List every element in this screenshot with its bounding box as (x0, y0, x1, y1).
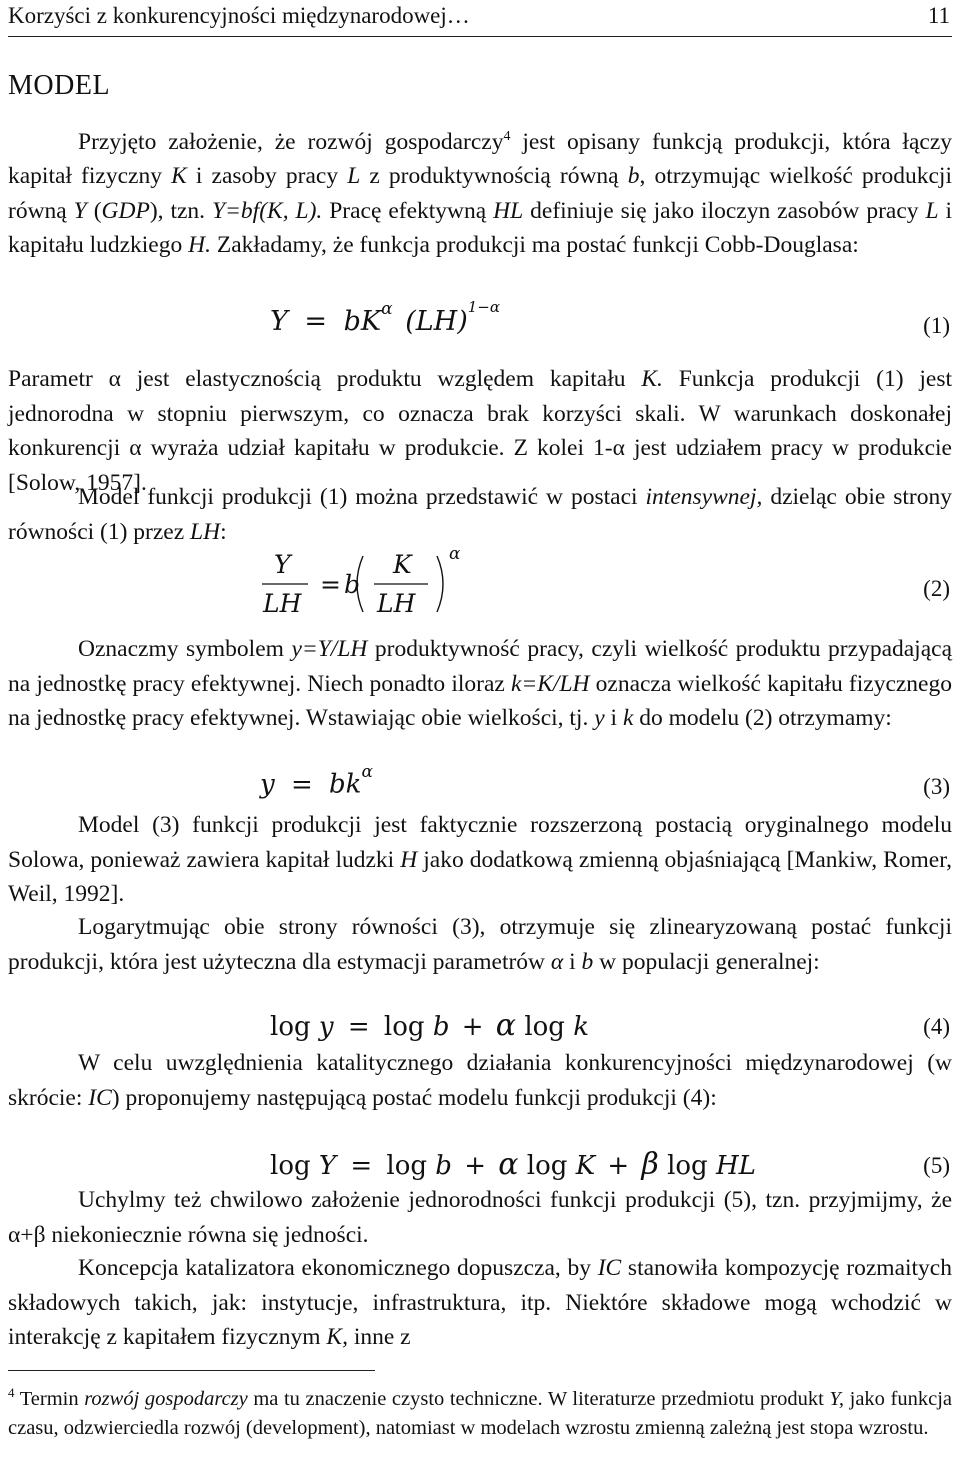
paragraph-solow: Model (3) funkcji produkcji jest faktycznie rozszerzoną postacią oryginalnego modelu Solowa, ponieważ zawiera kapitał ludzki H jako dodatkową zmienną objaśniającą [Mankiw, Romer, Weil, 1992]. (8, 812, 953, 907)
footnote-ref[interactable]: 4 (503, 129, 511, 144)
footnote: $^4$ Termin rozwój gospodarczy ma tu znaczenie czysto techniczne. W literaturze przedmiotu produkt Y, jako funkcja czasu, odzwierciedla rozwój (development), natomiast w modelach wzrostu zmienną zależną jest stopa wzrostu. (8, 1385, 952, 1439)
equation-number: (3) (923, 774, 950, 799)
equation-1: $Y = bK^\alpha$ (LH)$^{1-\alpha}$ (1) (270, 298, 950, 338)
paragraph-homogeneity: Uchylmy też chwilowo założenie jednorodności funkcji produkcji (5), tzn. przyjmijmy, że α+β niekoniecznie równa się jedności. (8, 1187, 952, 1248)
footnote-mark: 4 (8, 1385, 15, 1400)
equation-2: Y LH = b K LH α (2) (263, 544, 950, 618)
paragraph-parameter: Parametr α jest elastycznością produktu względem kapitału K. Funkcja produkcji (1) jest jednorodna w stopniu pierwszym, co oznacza brak korzyści skali. W warunkach doskonałej konkurencji α wyraża udział kapitału w produkcie. Z kolei 1-α jest udziałem pracy w produkcie [Solow, 1957]. (8, 366, 952, 496)
paragraph-intensive: Model funkcji produkcji (1) można przedstawić w postaci intensywnej, dzieląc obie strony równości (1) przez LH: (8, 484, 953, 545)
equation-4: log y = log b + α log k (4) (270, 1008, 950, 1043)
equation-number: (2) (923, 576, 950, 601)
running-title: Korzyści z konkurencyjności międzynarodowej… (8, 3, 470, 28)
equation-number: (1) (923, 313, 950, 338)
equation-3: $y = bk^\alpha$ (3) (260, 762, 950, 800)
paragraph-log: Logarytmując obie strony równości (3), otrzymuje się zlinearyzowaną postać funkcji produkcji, która jest użyteczna dla estymacji parametrów α i b w populacji generalnej: (8, 914, 952, 975)
paragraph-catalyst: Koncepcja katalizatora ekonomicznego dopuszcza, by IC stanowiła kompozycję rozmaitych składowych takich, jak: instytucje, infrastruktura, itp. Niektóre składowe mogą wchodzić w interakcję z kapitałem fizycznym K, inne z (8, 1255, 952, 1350)
equation-number: (4) (923, 1014, 950, 1039)
page-number: 11 (927, 3, 950, 28)
footnote-separator (8, 1370, 375, 1371)
section-heading: MODEL (8, 70, 111, 101)
running-header (8, 0, 952, 37)
equation-number: (5) (923, 1153, 950, 1178)
equation-5: log Y = log b + α log K + β log HL (5) (270, 1147, 950, 1182)
paragraph-ic: W celu uwzględnienia katalitycznego działania konkurencyjności międzynarodowej (w skrócie: IC) proponujemy następującą postać modelu funkcji produkcji (4): (8, 1050, 952, 1111)
paragraph-symbols: Oznaczmy symbolem y=Y/LH produktywność pracy, czyli wielkość produktu przypadającą na jednostkę pracy efektywnej. Niech ponadto iloraz k=K/LH oznacza wielkość kapitału fizycznego na jednostkę pracy efektywnej. Wstawiając obie wielkości, tj. y i k do modelu (2) otrzymamy: (8, 636, 952, 731)
paragraph-intro: Przyjęto założenie, że rozwój gospodarczy$^4$ jest opisany funkcją produkcji, która łączy kapitał fizyczny K i zasoby pracy L z produktywnością równą b, otrzymując wielkość produkcji równą Y (GDP), tzn. Y=bf(K, L). Pracę efektywną HL definiuje się jako iloczyn zasobów pracy L i kapitału ludzkiego H. Zakładamy, że funkcja produkcji ma postać funkcji Cobb-Douglasa: (8, 128, 952, 259)
